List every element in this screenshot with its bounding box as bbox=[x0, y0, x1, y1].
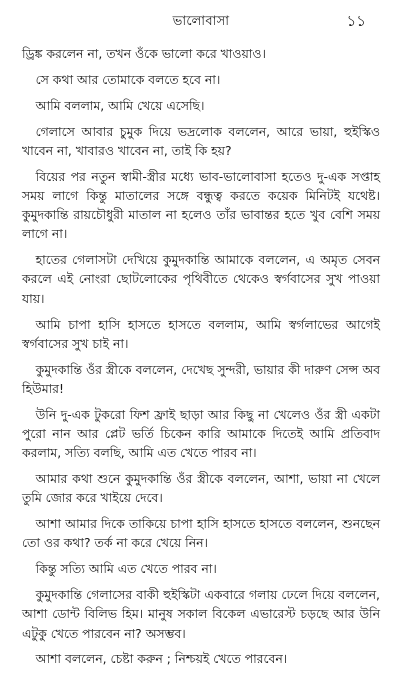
paragraph: কুমুদকান্তি ওঁর স্ত্রীকে বললেন, দেখেছ সুন্দরী, ভায়ার কী দারুণ সেন্স অব হিউমার! bbox=[22, 361, 380, 396]
page-header bbox=[22, 8, 380, 34]
page-number: ১১ bbox=[346, 12, 366, 30]
paragraph: গেলাসে আবার চুমুক দিয়ে ভদ্রলোক বললেন, আরে ভায়া, হুইস্কিও খাবেন না, খাবারও খাবেন না, তাই কি হয়? bbox=[22, 123, 380, 158]
paragraph: বিয়ের পর নতুন স্বামী-স্ত্রীর মধ্যে ভাব-ভালোবাসা হতেও দু-এক সপ্তাহ সময় লাগে কিন্তু মাতালের সঙ্গে বন্ধুত্ব করতে কয়েক মিনিটই যথেষ্ট। কুমুদকান্তি রায়চৌধুরী মাতাল না হলেও তাঁর ভাবান্তর হতে খুব বেশি সময় লাগে না। bbox=[22, 168, 380, 242]
paragraph: আমি বললাম, আমি খেয়ে এসেছি। bbox=[35, 97, 205, 113]
running-title: ভালোবাসা bbox=[172, 14, 230, 29]
paragraph: উনি দু-এক টুকরো ফিশ ফ্রাই ছাড়া আর কিছু না খেলেও ওঁর স্ত্রী একটা পুরো নান আর প্লেট ভর্তি চিকেন কারি আমাকে দিতেই আমি প্রতিবাদ করলাম, সত্যি বলছি, আমি এত খেতে পারব না। bbox=[22, 406, 380, 461]
paragraph: কিন্তু সত্যি আমি এত খেতে পারব না। bbox=[35, 561, 217, 577]
paragraph: আশা আমার দিকে তাকিয়ে চাপা হাসি হাসতে হাসতে বললেন, শুনছেন তো ওর কথা? তর্ক না করে খেয়ে নিন। bbox=[22, 516, 380, 551]
paragraph: আমার কথা শুনে কুমুদকান্তি ওঁর স্ত্রীকে বললেন, আশা, ভায়া না খেলে তুমি জোর করে খাইয়ে দেবে। bbox=[22, 471, 380, 506]
body-text bbox=[22, 44, 380, 669]
paragraph: আশা বললেন, চেষ্টা করুন ; নিশ্চয়ই খেতে পারবেন। bbox=[35, 651, 288, 667]
paragraph: কুমুদকান্তি গেলাসের বাকী হুইস্কিটা একবারে গলায় ঢেলে দিয়ে বললেন, আশা ডোন্ট বিলিভ হিম। মানুষ সকাল বিকেল এভারেস্ট চড়ছে আর উনি এটুকু খেতে পারবেন না? অসম্ভব। bbox=[22, 587, 380, 641]
paragraph: হাতের গেলাসটা দেখিয়ে কুমুদকান্তি আমাকে বললেন, এ অমৃত সেবন করলে এই নোংরা ছোটলোকের পৃথিবীতে থেকেও স্বর্গবাসের সুখ পাওয়া যায়। bbox=[22, 252, 380, 306]
paragraph: ড্রিঙ্ক করলেন না, তখন ওঁকে ভালো করে খাওয়াও। bbox=[22, 46, 266, 61]
paragraph: আমি চাপা হাসি হাসতে হাসতে বললাম, আমি স্বর্গলাভের আগেই স্বর্গবাসের সুখ চাই না। bbox=[22, 316, 380, 351]
paragraph: সে কথা আর তোমাকে বলতে হবে না। bbox=[35, 71, 221, 87]
